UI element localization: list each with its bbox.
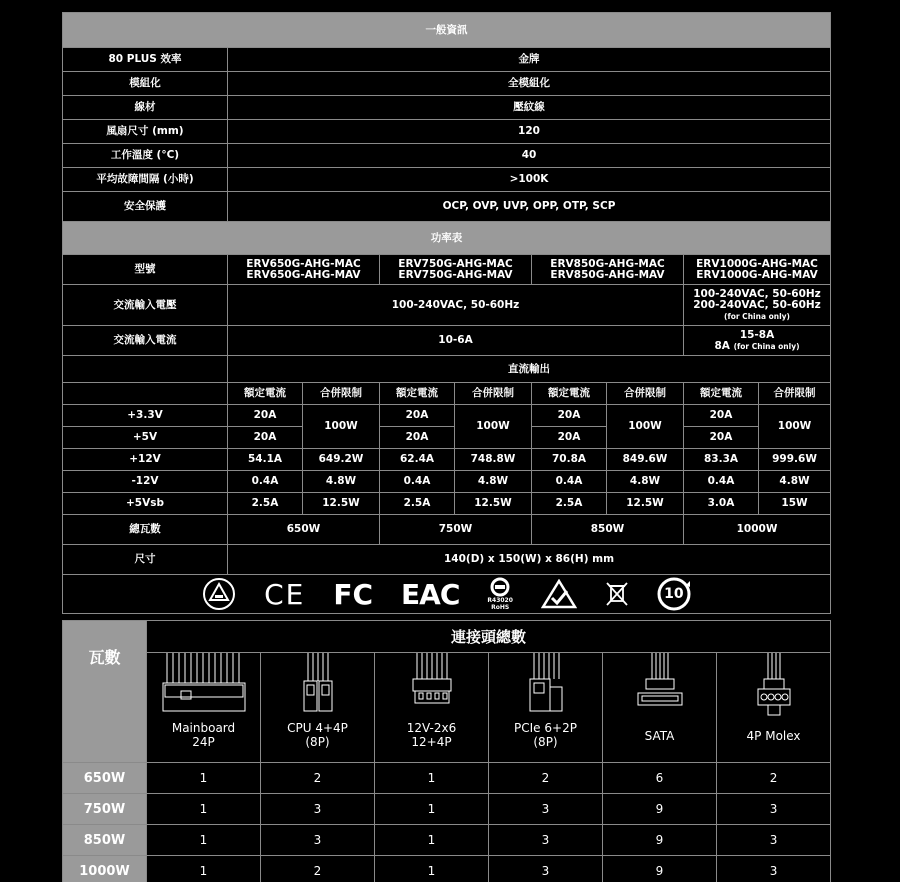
ac-voltage-1000: 100-240VAC, 50-60Hz 200-240VAC, 50-60Hz (for China only) [684,285,831,326]
watt-cell: 750W [63,794,147,825]
total-1000: 1000W [684,515,831,545]
rail-row [63,471,831,493]
rail-value: 15W [759,493,831,515]
spec-table [62,12,831,614]
combined-limit-header: 合併限制 [607,383,684,405]
rated-current-header: 額定電流 [532,383,607,405]
count-cell: 3 [261,794,375,825]
count-cell: 2 [717,763,831,794]
cert-row [63,575,831,614]
spec-value: 40 [228,144,831,168]
count-cell: 3 [489,825,603,856]
molex-4p-icon [754,653,794,719]
rail-name: +5V [63,427,228,449]
count-cell: 3 [717,794,831,825]
rail-row [63,449,831,471]
rail-value: 12.5W [303,493,380,515]
spec-value: 金牌 [228,48,831,72]
combined-limit-header: 合併限制 [303,383,380,405]
rail-row [63,493,831,515]
model-750: ERV750G-AHG-MAC ERV750G-AHG-MAV [380,255,532,285]
spec-row [63,168,831,192]
combined-limit-header: 合併限制 [455,383,532,405]
spec-label: 平均故障間隔 (小時) [63,168,228,192]
rail-name: +5Vsb [63,493,228,515]
count-cell: 1 [147,856,261,882]
fcc-icon: FC [333,577,374,611]
rail-value: 3.0A [684,493,759,515]
rail-value: 999.6W [759,449,831,471]
count-cell: 3 [261,825,375,856]
count-cell: 1 [375,794,489,825]
count-cell: 2 [261,856,375,882]
count-cell: 2 [489,763,603,794]
connector-count-row [63,763,831,794]
rail-value: 12.5W [607,493,684,515]
ac-voltage-label: 交流輸入電壓 [63,285,228,326]
connector-title: 連接頭總數 [147,621,831,653]
rail-value: 0.4A [684,471,759,493]
total-650: 650W [228,515,380,545]
12vhpwr-connector [375,653,489,763]
spec-row [63,120,831,144]
rail-value: 12.5W [455,493,532,515]
connector-label: SATA [644,729,675,743]
connector-label: 4P Molex [746,729,801,743]
rail-value: 20A [228,427,303,449]
rohs-icon: R43020 RoHS [487,577,513,611]
connector-count-row [63,794,831,825]
rail-value: 4.8W [455,471,532,493]
pcie-8p-icon [526,653,566,719]
model-1000: ERV1000G-AHG-MAC ERV1000G-AHG-MAV [684,255,831,285]
spec-row [63,96,831,120]
rail-value: 748.8W [455,449,532,471]
connector-label: Mainboard 24P [171,721,236,749]
connector-label: PCIe 6+2P (8P) [514,721,577,749]
count-cell: 9 [603,794,717,825]
rcm-icon [541,579,577,609]
mainboard-connector [147,653,261,763]
rail-value: 20A [532,427,607,449]
rail-value: 4.8W [607,471,684,493]
rail-value: 20A [380,405,455,427]
ac-current-row [63,326,831,356]
connector-label: 12V-2x6 12+4P [406,721,457,749]
spec-label: 安全保護 [63,192,228,222]
connector-count-row [63,825,831,856]
spec-value: 壓紋線 [228,96,831,120]
cpu-connector [261,653,375,763]
general-header-row [63,13,831,48]
rail-value: 0.4A [532,471,607,493]
count-cell: 1 [147,794,261,825]
rail-value: 0.4A [380,471,455,493]
rail-row [63,427,831,449]
model-label: 型號 [63,255,228,285]
rail-value: 849.6W [607,449,684,471]
ac-current-1000: 15-8A 8A (for China only) [684,326,831,356]
12v-2x6-icon [409,653,455,719]
rail-value: 20A [380,427,455,449]
rated-current-header: 額定電流 [684,383,759,405]
count-cell: 9 [603,825,717,856]
rail-value: 83.3A [684,449,759,471]
count-cell: 2 [261,763,375,794]
rail-value: 20A [532,405,607,427]
rail-value: 2.5A [228,493,303,515]
total-row [63,515,831,545]
connector-table [62,620,831,882]
model-850: ERV850G-AHG-MAC ERV850G-AHG-MAV [532,255,684,285]
sata-icon [634,653,686,719]
ac-current-value: 10-6A [228,326,684,356]
size-value: 140(D) x 150(W) x 86(H) mm [228,545,831,575]
power-header-row [63,222,831,255]
spec-row [63,192,831,222]
model-650: ERV650G-AHG-MAC ERV650G-AHG-MAV [228,255,380,285]
rated-current-header: 額定電流 [228,383,303,405]
count-cell: 1 [147,763,261,794]
eac-icon: EAC [401,577,460,611]
ac-voltage-value: 100-240VAC, 50-60Hz [228,285,684,326]
spec-row [63,144,831,168]
watt-cell: 1000W [63,856,147,882]
spec-row [63,72,831,96]
count-cell: 1 [375,825,489,856]
rail-name: -12V [63,471,228,493]
count-cell: 3 [489,856,603,882]
ce-mark-icon: CE [264,577,306,611]
rail-row [63,405,831,427]
watt-header: 瓦數 [63,621,147,763]
count-cell: 1 [375,856,489,882]
connector-count-row [63,856,831,882]
rail-name: +12V [63,449,228,471]
spec-row [63,48,831,72]
combined-value: 100W [303,405,380,449]
total-850: 850W [532,515,684,545]
connector-label: CPU 4+4P (8P) [287,721,348,749]
count-cell: 3 [489,794,603,825]
spec-label: 線材 [63,96,228,120]
tuv-icon [202,577,236,611]
count-cell: 3 [717,825,831,856]
dc-header: 直流輸出 [228,356,831,383]
ac-voltage-row [63,285,831,326]
rail-name: +3.3V [63,405,228,427]
pcie-connector [489,653,603,763]
spec-value: 全模組化 [228,72,831,96]
rail-value: 62.4A [380,449,455,471]
spec-value: OCP, OVP, UVP, OPP, OTP, SCP [228,192,831,222]
connector-title-row [63,621,831,653]
spec-label: 80 PLUS 效率 [63,48,228,72]
connector-image-row [63,653,831,763]
count-cell: 9 [603,856,717,882]
cert-cell [63,575,831,614]
rail-value: 4.8W [759,471,831,493]
combined-value: 100W [607,405,684,449]
watt-cell: 850W [63,825,147,856]
rail-value: 2.5A [380,493,455,515]
rail-value: 20A [684,427,759,449]
rail-value: 54.1A [228,449,303,471]
rail-value: 0.4A [228,471,303,493]
cpu-8p-icon [298,653,338,719]
ac-current-label: 交流輸入電流 [63,326,228,356]
dc-header-row [63,356,831,383]
count-cell: 3 [717,856,831,882]
general-header: 一般資訊 [63,13,831,48]
spec-label: 模組化 [63,72,228,96]
power-header: 功率表 [63,222,831,255]
count-cell: 1 [375,763,489,794]
blank-cell [63,356,228,383]
rail-value: 20A [228,405,303,427]
molex-connector [717,653,831,763]
spec-label: 工作溫度 (°C) [63,144,228,168]
size-row [63,545,831,575]
combined-limit-header: 合併限制 [759,383,831,405]
blank-cell [63,383,228,405]
total-label: 總瓦數 [63,515,228,545]
cert-icons [65,575,828,613]
count-cell: 1 [147,825,261,856]
watt-cell: 650W [63,763,147,794]
sata-connector [603,653,717,763]
rail-value: 20A [684,405,759,427]
count-cell: 6 [603,763,717,794]
weee-icon [605,580,629,608]
total-750: 750W [380,515,532,545]
warranty-10-icon: 10 [657,577,691,611]
spec-label: 風扇尺寸 (mm) [63,120,228,144]
rail-value: 2.5A [532,493,607,515]
dc-subheader-row [63,383,831,405]
spec-value: >100K [228,168,831,192]
rail-value: 649.2W [303,449,380,471]
rated-current-header: 額定電流 [380,383,455,405]
combined-value: 100W [759,405,831,449]
spec-value: 120 [228,120,831,144]
mainboard-24p-icon [161,653,247,719]
combined-value: 100W [455,405,532,449]
size-label: 尺寸 [63,545,228,575]
rail-value: 4.8W [303,471,380,493]
rail-value: 70.8A [532,449,607,471]
model-row [63,255,831,285]
